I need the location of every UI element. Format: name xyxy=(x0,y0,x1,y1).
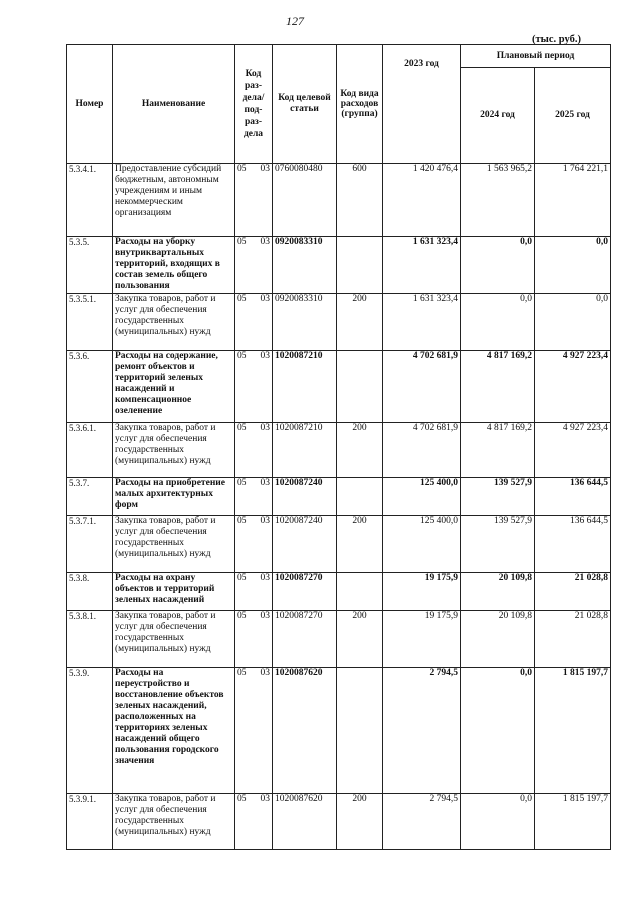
row-rz: 05 xyxy=(237,611,247,621)
row-2023: 2 794,5 xyxy=(383,794,461,850)
row-2023: 125 400,0 xyxy=(383,478,461,516)
row-number: 5.3.7.1. xyxy=(67,516,113,573)
row-prz: 03 xyxy=(260,294,270,304)
row-rz: 05 xyxy=(237,573,247,583)
row-2023: 125 400,0 xyxy=(383,516,461,573)
row-name: Расходы на приобретение малых архитектурных форм xyxy=(113,478,235,516)
row-name: Закупка товаров, работ и услуг для обеспечения государственных (муниципальных) нужд xyxy=(113,423,235,478)
row-prz: 03 xyxy=(260,611,270,621)
table-row xyxy=(67,611,611,668)
row-prz: 03 xyxy=(260,478,270,488)
header-celevaya: Код целевой статьи xyxy=(273,45,337,164)
row-razdel xyxy=(235,516,273,573)
row-celevaya: 0920083310 xyxy=(273,294,337,351)
row-razdel xyxy=(235,423,273,478)
row-2023: 4 702 681,9 xyxy=(383,351,461,423)
row-2023: 4 702 681,9 xyxy=(383,423,461,478)
row-name: Предоставление субсидий бюджетным, автономным учреждениям и иным некоммерческим организациям xyxy=(113,164,235,237)
row-vid: 200 xyxy=(337,611,383,668)
row-number: 5.3.7. xyxy=(67,478,113,516)
row-2024: 0,0 xyxy=(461,794,535,850)
row-2024: 4 817 169,2 xyxy=(461,423,535,478)
table-row xyxy=(67,294,611,351)
row-2025: 1 815 197,7 xyxy=(535,794,611,850)
row-celevaya: 1020087270 xyxy=(273,573,337,611)
header-nomer: Номер xyxy=(67,45,113,164)
table-row xyxy=(67,423,611,478)
row-razdel xyxy=(235,164,273,237)
row-vid xyxy=(337,237,383,294)
row-number: 5.3.8.1. xyxy=(67,611,113,668)
row-2024: 0,0 xyxy=(461,237,535,294)
units-label: (тыс. руб.) xyxy=(532,34,581,45)
row-2025: 1 815 197,7 xyxy=(535,668,611,794)
row-2024: 20 109,8 xyxy=(461,611,535,668)
table-body xyxy=(67,164,611,850)
row-number: 5.3.8. xyxy=(67,573,113,611)
table-row xyxy=(67,237,611,294)
row-2025: 1 764 221,1 xyxy=(535,164,611,237)
row-rz: 05 xyxy=(237,478,247,488)
row-2025: 4 927 223,4 xyxy=(535,423,611,478)
row-2025: 136 644,5 xyxy=(535,478,611,516)
row-number: 5.3.5.1. xyxy=(67,294,113,351)
row-vid xyxy=(337,351,383,423)
row-2023: 2 794,5 xyxy=(383,668,461,794)
header-2024: 2024 год xyxy=(461,68,535,164)
row-celevaya: 1020087210 xyxy=(273,351,337,423)
row-name: Закупка товаров, работ и услуг для обеспечения государственных (муниципальных) нужд xyxy=(113,294,235,351)
header-vid: Код вида расходов (группа) xyxy=(337,45,383,164)
table-row xyxy=(67,478,611,516)
row-rz: 05 xyxy=(237,164,247,174)
row-2024: 4 817 169,2 xyxy=(461,351,535,423)
row-vid xyxy=(337,668,383,794)
header-2023: 2023 год xyxy=(383,45,461,164)
table-row xyxy=(67,351,611,423)
table-row xyxy=(67,794,611,850)
row-prz: 03 xyxy=(260,164,270,174)
row-prz: 03 xyxy=(260,516,270,526)
row-name: Закупка товаров, работ и услуг для обеспечения государственных (муниципальных) нужд xyxy=(113,611,235,668)
row-rz: 05 xyxy=(237,423,247,433)
row-prz: 03 xyxy=(260,573,270,583)
row-celevaya: 1020087620 xyxy=(273,668,337,794)
row-vid xyxy=(337,573,383,611)
row-number: 5.3.5. xyxy=(67,237,113,294)
row-name: Закупка товаров, работ и услуг для обеспечения государственных (муниципальных) нужд xyxy=(113,794,235,850)
row-name: Расходы на переустройство и восстановление объектов зеленых насаждений, расположенных на территориях зеленых насаждений общего пользования городского значения xyxy=(113,668,235,794)
row-razdel xyxy=(235,351,273,423)
row-2024: 139 527,9 xyxy=(461,478,535,516)
table-row xyxy=(67,164,611,237)
row-2025: 21 028,8 xyxy=(535,573,611,611)
row-rz: 05 xyxy=(237,516,247,526)
header-razdel: Код раз-дела/ под-раз-дела xyxy=(235,45,273,164)
row-2023: 19 175,9 xyxy=(383,573,461,611)
row-name: Закупка товаров, работ и услуг для обеспечения государственных (муниципальных) нужд xyxy=(113,516,235,573)
row-celevaya: 1020087240 xyxy=(273,516,337,573)
header-name: Наименование xyxy=(113,45,235,164)
row-2025: 0,0 xyxy=(535,294,611,351)
row-prz: 03 xyxy=(260,351,270,361)
header-plan-period: Плановый период xyxy=(461,45,611,68)
row-razdel xyxy=(235,294,273,351)
header-2025: 2025 год xyxy=(535,68,611,164)
row-razdel xyxy=(235,794,273,850)
row-prz: 03 xyxy=(260,668,270,678)
row-razdel xyxy=(235,237,273,294)
row-2023: 1 631 323,4 xyxy=(383,294,461,351)
row-razdel xyxy=(235,478,273,516)
row-rz: 05 xyxy=(237,794,247,804)
row-vid: 200 xyxy=(337,423,383,478)
table-row xyxy=(67,573,611,611)
row-2024: 20 109,8 xyxy=(461,573,535,611)
page-number: 127 xyxy=(286,14,304,28)
row-prz: 03 xyxy=(260,794,270,804)
row-number: 5.3.6.1. xyxy=(67,423,113,478)
row-razdel xyxy=(235,668,273,794)
row-2024: 1 563 965,2 xyxy=(461,164,535,237)
row-2024: 0,0 xyxy=(461,668,535,794)
table-row xyxy=(67,668,611,794)
row-name: Расходы на уборку внутриквартальных территорий, входящих в состав земель общего пользования xyxy=(113,237,235,294)
row-name: Расходы на содержание, ремонт объектов и территорий зеленых насаждений и компенсационное озеленение xyxy=(113,351,235,423)
table-row xyxy=(67,516,611,573)
row-celevaya: 1020087210 xyxy=(273,423,337,478)
row-rz: 05 xyxy=(237,668,247,678)
row-prz: 03 xyxy=(260,237,270,247)
row-2025: 0,0 xyxy=(535,237,611,294)
row-prz: 03 xyxy=(260,423,270,433)
row-2025: 136 644,5 xyxy=(535,516,611,573)
row-2024: 139 527,9 xyxy=(461,516,535,573)
row-razdel xyxy=(235,611,273,668)
budget-table xyxy=(66,44,611,850)
row-vid xyxy=(337,478,383,516)
row-number: 5.3.6. xyxy=(67,351,113,423)
row-vid: 600 xyxy=(337,164,383,237)
row-2023: 1 420 476,4 xyxy=(383,164,461,237)
row-celevaya: 1020087270 xyxy=(273,611,337,668)
row-celevaya: 1020087620 xyxy=(273,794,337,850)
row-celevaya: 0760080480 xyxy=(273,164,337,237)
row-number: 5.3.9.1. xyxy=(67,794,113,850)
row-number: 5.3.9. xyxy=(67,668,113,794)
row-vid: 200 xyxy=(337,516,383,573)
row-number: 5.3.4.1. xyxy=(67,164,113,237)
row-rz: 05 xyxy=(237,237,247,247)
row-2023: 19 175,9 xyxy=(383,611,461,668)
row-celevaya: 0920083310 xyxy=(273,237,337,294)
row-2025: 21 028,8 xyxy=(535,611,611,668)
row-razdel xyxy=(235,573,273,611)
row-2023: 1 631 323,4 xyxy=(383,237,461,294)
row-rz: 05 xyxy=(237,294,247,304)
row-2025: 4 927 223,4 xyxy=(535,351,611,423)
row-rz: 05 xyxy=(237,351,247,361)
row-2024: 0,0 xyxy=(461,294,535,351)
row-vid: 200 xyxy=(337,794,383,850)
row-celevaya: 1020087240 xyxy=(273,478,337,516)
row-name: Расходы на охрану объектов и территорий зеленых насаждений xyxy=(113,573,235,611)
row-vid: 200 xyxy=(337,294,383,351)
